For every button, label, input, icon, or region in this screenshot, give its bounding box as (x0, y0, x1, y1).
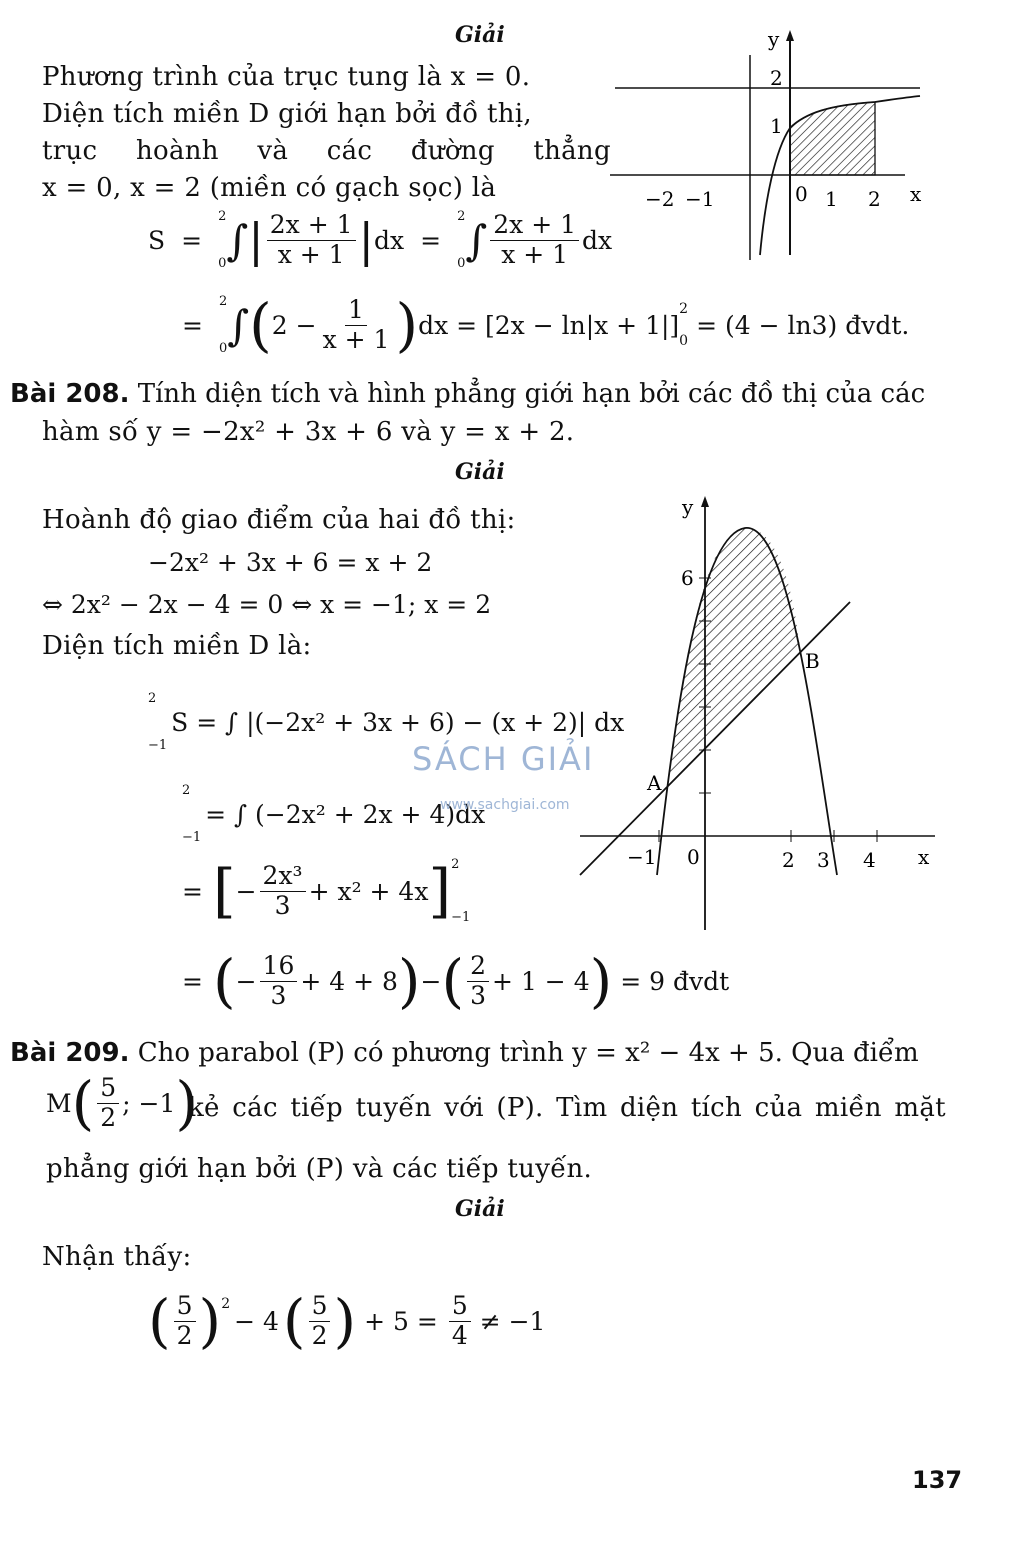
solution-heading-3: Giải (455, 1196, 505, 1222)
eq-lhs: S (148, 225, 166, 255)
hatched-region (790, 102, 875, 175)
problem-208 (10, 379, 925, 409)
watermark-url: www.sachgiai.com (440, 797, 570, 813)
problem-text: Tính diện tích và hình phẳng giới hạn bởi các đồ thị của các (137, 379, 926, 409)
equation-area-2: = 2 0 ∫ ( 2 − $\frac{1}{x + 1}$ ) dx = [2x − ln|x + 1|] 2 0 = (4 − ln3) đvdt. (182, 291, 910, 359)
integral-eq-2: 2 −1 = ∫ (−2x² + 2x + 4)dx (182, 783, 486, 845)
graph-1 (605, 25, 920, 265)
solution-heading-1: Giải (455, 22, 505, 48)
y-label: y (768, 27, 780, 51)
text-line: Nhận thấy: (42, 1242, 192, 1272)
equation-line: ⇔ 2x² − 2x − 4 = 0 ⇔ x = −1; x = 2 (42, 590, 492, 619)
graph-2 (575, 490, 945, 940)
tick-x-1: 1 (825, 187, 838, 211)
text-line: Diện tích miền D giới hạn bởi đồ thị, (42, 99, 532, 129)
tick-x-neg2: −2 (645, 187, 675, 211)
text-line: x = 0, x = 2 (miền có gạch sọc) là (42, 173, 497, 203)
tick-y-1: 1 (770, 114, 783, 138)
fraction: $\frac{2x + 1}{x + 1}$ (267, 211, 356, 270)
point-m: M ( $\frac{5}{2}$ ; −1 ) (46, 1069, 199, 1138)
page-number: 137 (912, 1466, 963, 1494)
watermark-logo: SÁCH GIẢI (412, 740, 595, 778)
point-b-label: B (805, 649, 820, 673)
x-label: x (918, 845, 930, 869)
antiderivative-eq: = [ − $\frac{\text{2x³}}{3}$ + x² + 4x ] 2 −1 (182, 857, 471, 925)
problem-text: Cho parabol (P) có phương trình y = x² − 4x + 5. Qua điểm (137, 1038, 919, 1068)
tick-y-2: 2 (770, 66, 783, 90)
text-line: Hoành độ giao điểm của hai đồ thị: (42, 505, 516, 535)
tick-x-0: 0 (795, 182, 808, 206)
tick-x-4: 4 (863, 848, 876, 872)
solution-heading-2: Giải (455, 459, 505, 485)
fraction: $\frac{2x + 1}{x + 1}$ (490, 211, 579, 270)
tick-x-neg1: −1 (627, 845, 657, 869)
problem-text-line2: kẻ các tiếp tuyến với (P). Tìm diện tích của miền mặt (188, 1093, 946, 1123)
evaluation-eq: = ( − $\frac{16}{3}$ + 4 + 8 ) − ( $\frac{2}{3}$ + 1 − 4 ) = 9 đvdt (182, 947, 730, 1016)
tick-x-3: 3 (817, 848, 830, 872)
text-line: trục hoành và các đường thẳng (42, 136, 611, 166)
problem-text-line3: phẳng giới hạn bởi (P) và các tiếp tuyến. (46, 1154, 593, 1184)
tick-y-6: 6 (681, 566, 694, 590)
integral-eq-1: 2 −1 S = ∫ |(−2x² + 3x + 6) − (x + 2)| dx (148, 691, 625, 753)
tick-x-0: 0 (687, 845, 700, 869)
problem-209 (10, 1038, 919, 1068)
x-label: x (910, 182, 922, 206)
tick-x-2: 2 (782, 848, 795, 872)
equation-line: −2x² + 3x + 6 = x + 2 (148, 548, 433, 577)
point-a-label: A (647, 771, 662, 795)
text-line: Diện tích miền D là: (42, 631, 312, 661)
tick-x-neg1: −1 (685, 187, 715, 211)
problem-text-line2: hàm số y = −2x² + 3x + 6 và y = x + 2. (42, 417, 575, 447)
equation-area-1: S = 2 0 ∫ | $\frac{2x + 1}{x + 1}$ | dx = 2 0 ∫ $\frac{2x + 1}{x + 1}$ dx (148, 209, 613, 271)
integral-limits: 2 0 (218, 209, 227, 271)
y-label: y (682, 495, 694, 519)
check-equation: ( $\frac{5}{2}$ ) 2 − 4 ( $\frac{5}{2}$ ) + 5 = $\frac{5}{4}$ ≠ −1 (148, 1287, 546, 1356)
tick-x-2: 2 (868, 187, 881, 211)
problem-label: Bài 208. (10, 379, 130, 409)
problem-label: Bài 209. (10, 1038, 130, 1068)
text-line: Phương trình của trục tung là x = 0. (42, 62, 531, 92)
